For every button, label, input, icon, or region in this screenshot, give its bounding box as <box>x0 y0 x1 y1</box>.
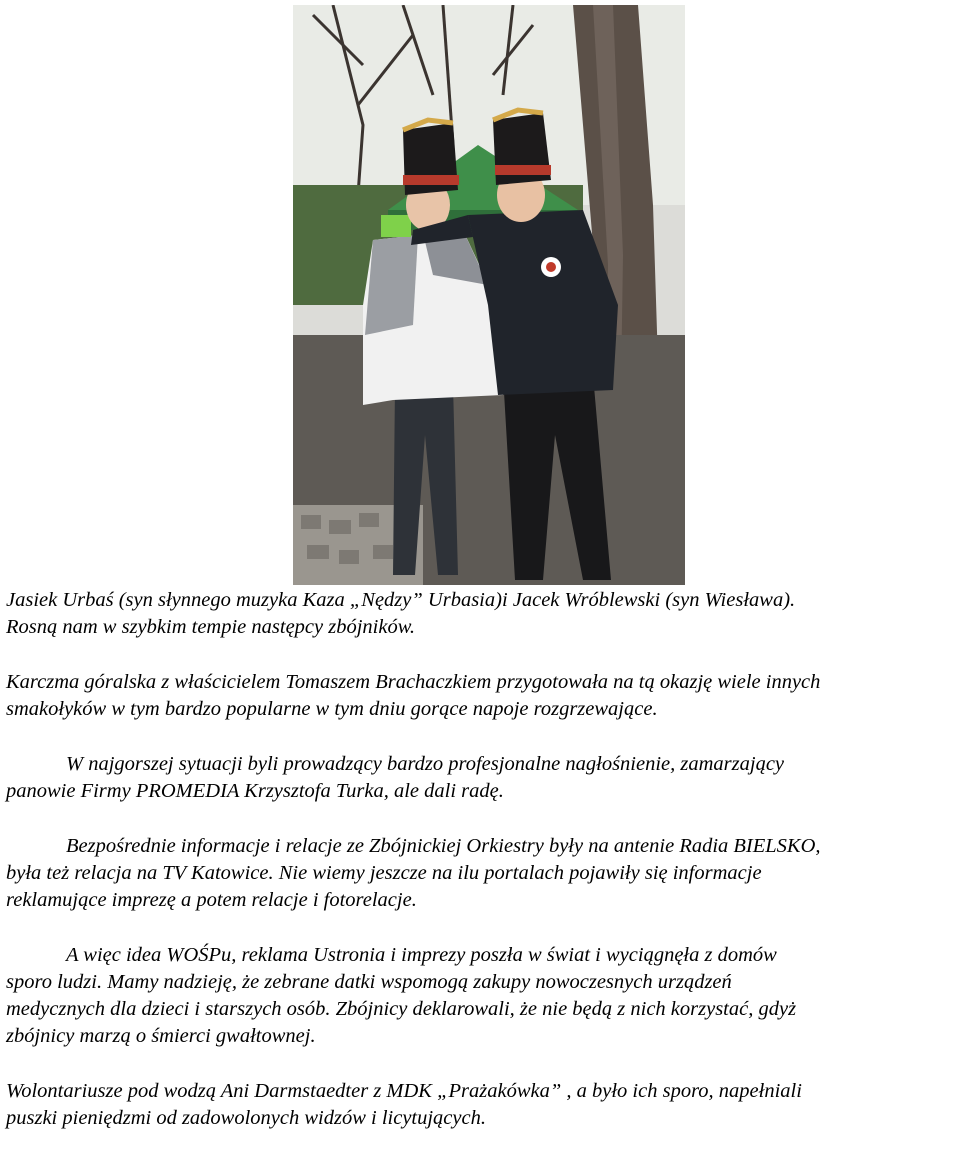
paragraph-line: reklamujące imprezę a potem relacje i fotorelacje. <box>6 889 417 911</box>
paragraph-line: puszki pieniędzmi od zadowolonych widzów i licytujących. <box>6 1107 486 1129</box>
paragraph-line: Karczma góralska z właścicielem Tomaszem Brachaczkiem przygotowała na tą okazję wiele innych <box>6 671 821 693</box>
paragraph-naglosnienie <box>6 751 956 805</box>
caption-line: Rosną nam w szybkim tempie następcy zbójników. <box>6 616 415 638</box>
paragraph-line: zbójnicy marzą o śmierci gwałtownej. <box>6 1025 316 1047</box>
paragraph-relacje <box>6 833 956 914</box>
paragraph-karczma <box>6 669 956 723</box>
caption-line: Jasiek Urbaś (syn słynnego muzyka Kaza „Nędzy” Urbasia)i Jacek Wróblewski (syn Wiesława). <box>6 589 796 611</box>
photo-caption <box>6 587 956 641</box>
paragraph-line: A więc idea WOŚPu, reklama Ustronia i imprezy poszła w świat i wyciągnęła z domów <box>66 944 777 966</box>
paragraph-line: panowie Firmy PROMEDIA Krzysztofa Turka, ale dali radę. <box>6 780 504 802</box>
paragraph-line: sporo ludzi. Mamy nadzieję, że zebrane datki wspomogą zakupy nowoczesnych urządzeń <box>6 971 732 993</box>
paragraph-line: smakołyków w tym bardzo popularne w tym dniu gorące napoje rozgrzewające. <box>6 698 658 720</box>
photo-two-boys-in-hats <box>293 5 685 585</box>
article-text <box>6 587 956 1160</box>
paragraph-line: medycznych dla dzieci i starszych osób. Zbójnicy deklarowali, że nie będą z nich korzystać, gdyż <box>6 998 797 1020</box>
article-photo <box>293 5 685 585</box>
paragraph-wospu <box>6 942 956 1050</box>
paragraph-wolontariusze <box>6 1078 956 1132</box>
paragraph-line: Wolontariusze pod wodzą Ani Darmstaedter z MDK „Prażakówka” , a było ich sporo, napełniali <box>6 1080 802 1102</box>
paragraph-line: Bezpośrednie informacje i relacje ze Zbójnickiej Orkiestry były na antenie Radia BIELSKO, <box>66 835 821 857</box>
paragraph-line: była też relacja na TV Katowice. Nie wiemy jeszcze na ilu portalach pojawiły się informacje <box>6 862 762 884</box>
paragraph-line: W najgorszej sytuacji byli prowadzący bardzo profesjonalne nagłośnienie, zamarzający <box>66 753 785 775</box>
